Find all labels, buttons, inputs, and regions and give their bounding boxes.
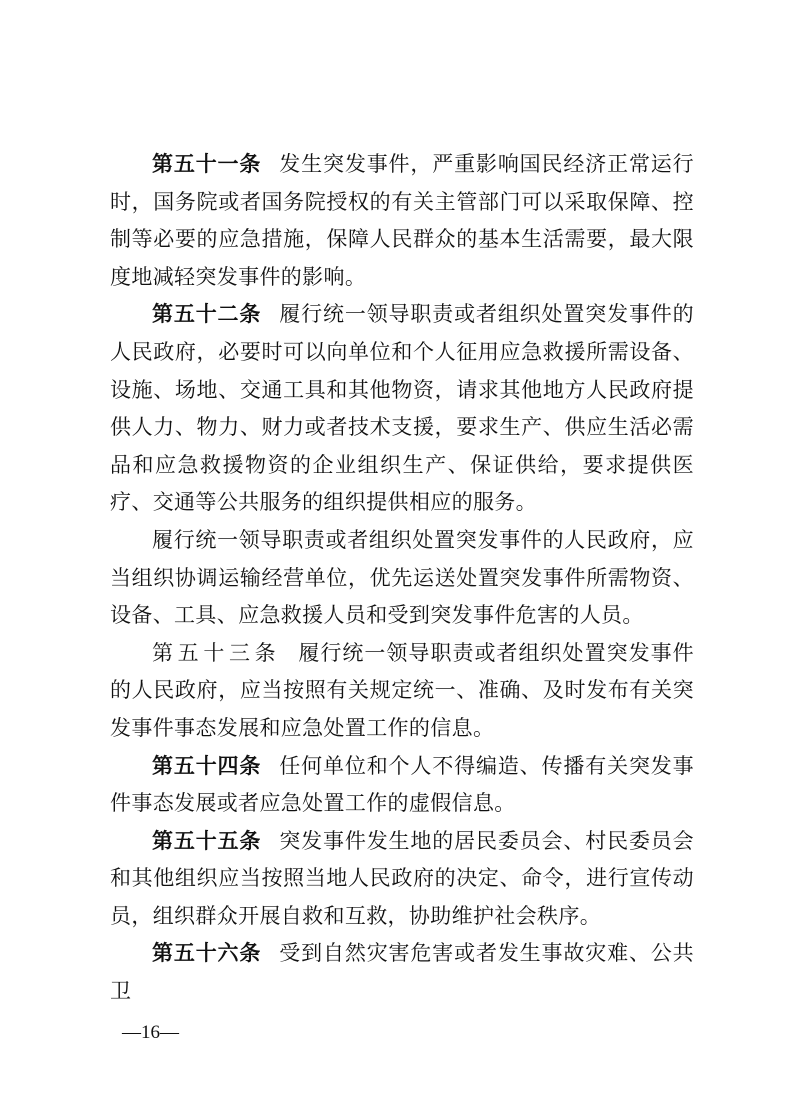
article-51 [110,146,694,296]
article-text: 突发事件发生地的居民委员会、村民委员会和其他组织应当按照当地人民政府的决定、命令，进行宣传动员，组织群众开展自救和互救，协助维护社会秩序。 [110,828,695,928]
article-text: 履行统一领导职责或者组织处置突发事件的人民政府，应当按照有关规定统一、准确、及时发布有关突发事件事态发展和应急处置工作的信息。 [110,640,694,740]
article-53 [110,635,694,748]
article-52-paragraph-2 [110,522,694,635]
article-heading: 第五十三条 [152,640,281,665]
article-52 [110,296,694,522]
article-heading: 第五十一条 [152,152,262,176]
article-54 [110,748,694,823]
article-text: 履行统一领导职责或者组织处置突发事件的人民政府，必要时可以向单位和个人征用应急救援所需设备、设施、场地、交通工具和其他物资，请求其他地方人民政府提供人力、物力、财力或者技术支援，要求生产、供应生活必需品和应急救援物资的企业组织生产、保证供给，要求提供医疗、交通等公共服务的组织提供相应的服务。 [110,302,695,515]
page-number: —16— [122,1022,179,1043]
article-heading: 第五十四条 [152,753,262,778]
article-heading: 第五十二条 [152,302,262,327]
document-page [110,146,694,1011]
article-56 [110,935,694,1010]
article-text: 发生突发事件，严重影响国民经济正常运行时，国务院或者国务院授权的有关主管部门可以采取保障、控制等必要的应急措施，保障人民群众的基本生活需要，最大限度地减轻突发事件的影响。 [110,152,695,289]
article-text: 履行统一领导职责或者组织处置突发事件的人民政府，应当组织协调运输经营单位，优先运送处置突发事件所需物资、设备、工具、应急救援人员和受到突发事件危害的人员。 [110,527,694,628]
article-heading: 第五十五条 [152,828,262,853]
article-55 [110,823,694,936]
article-heading: 第五十六条 [152,941,262,966]
article-text: 受到自然灾害危害或者发生事故灾难、公共卫 [110,941,695,1004]
article-text: 任何单位和个人不得编造、传播有关突发事件事态发展或者应急处置工作的虚假信息。 [110,753,695,816]
